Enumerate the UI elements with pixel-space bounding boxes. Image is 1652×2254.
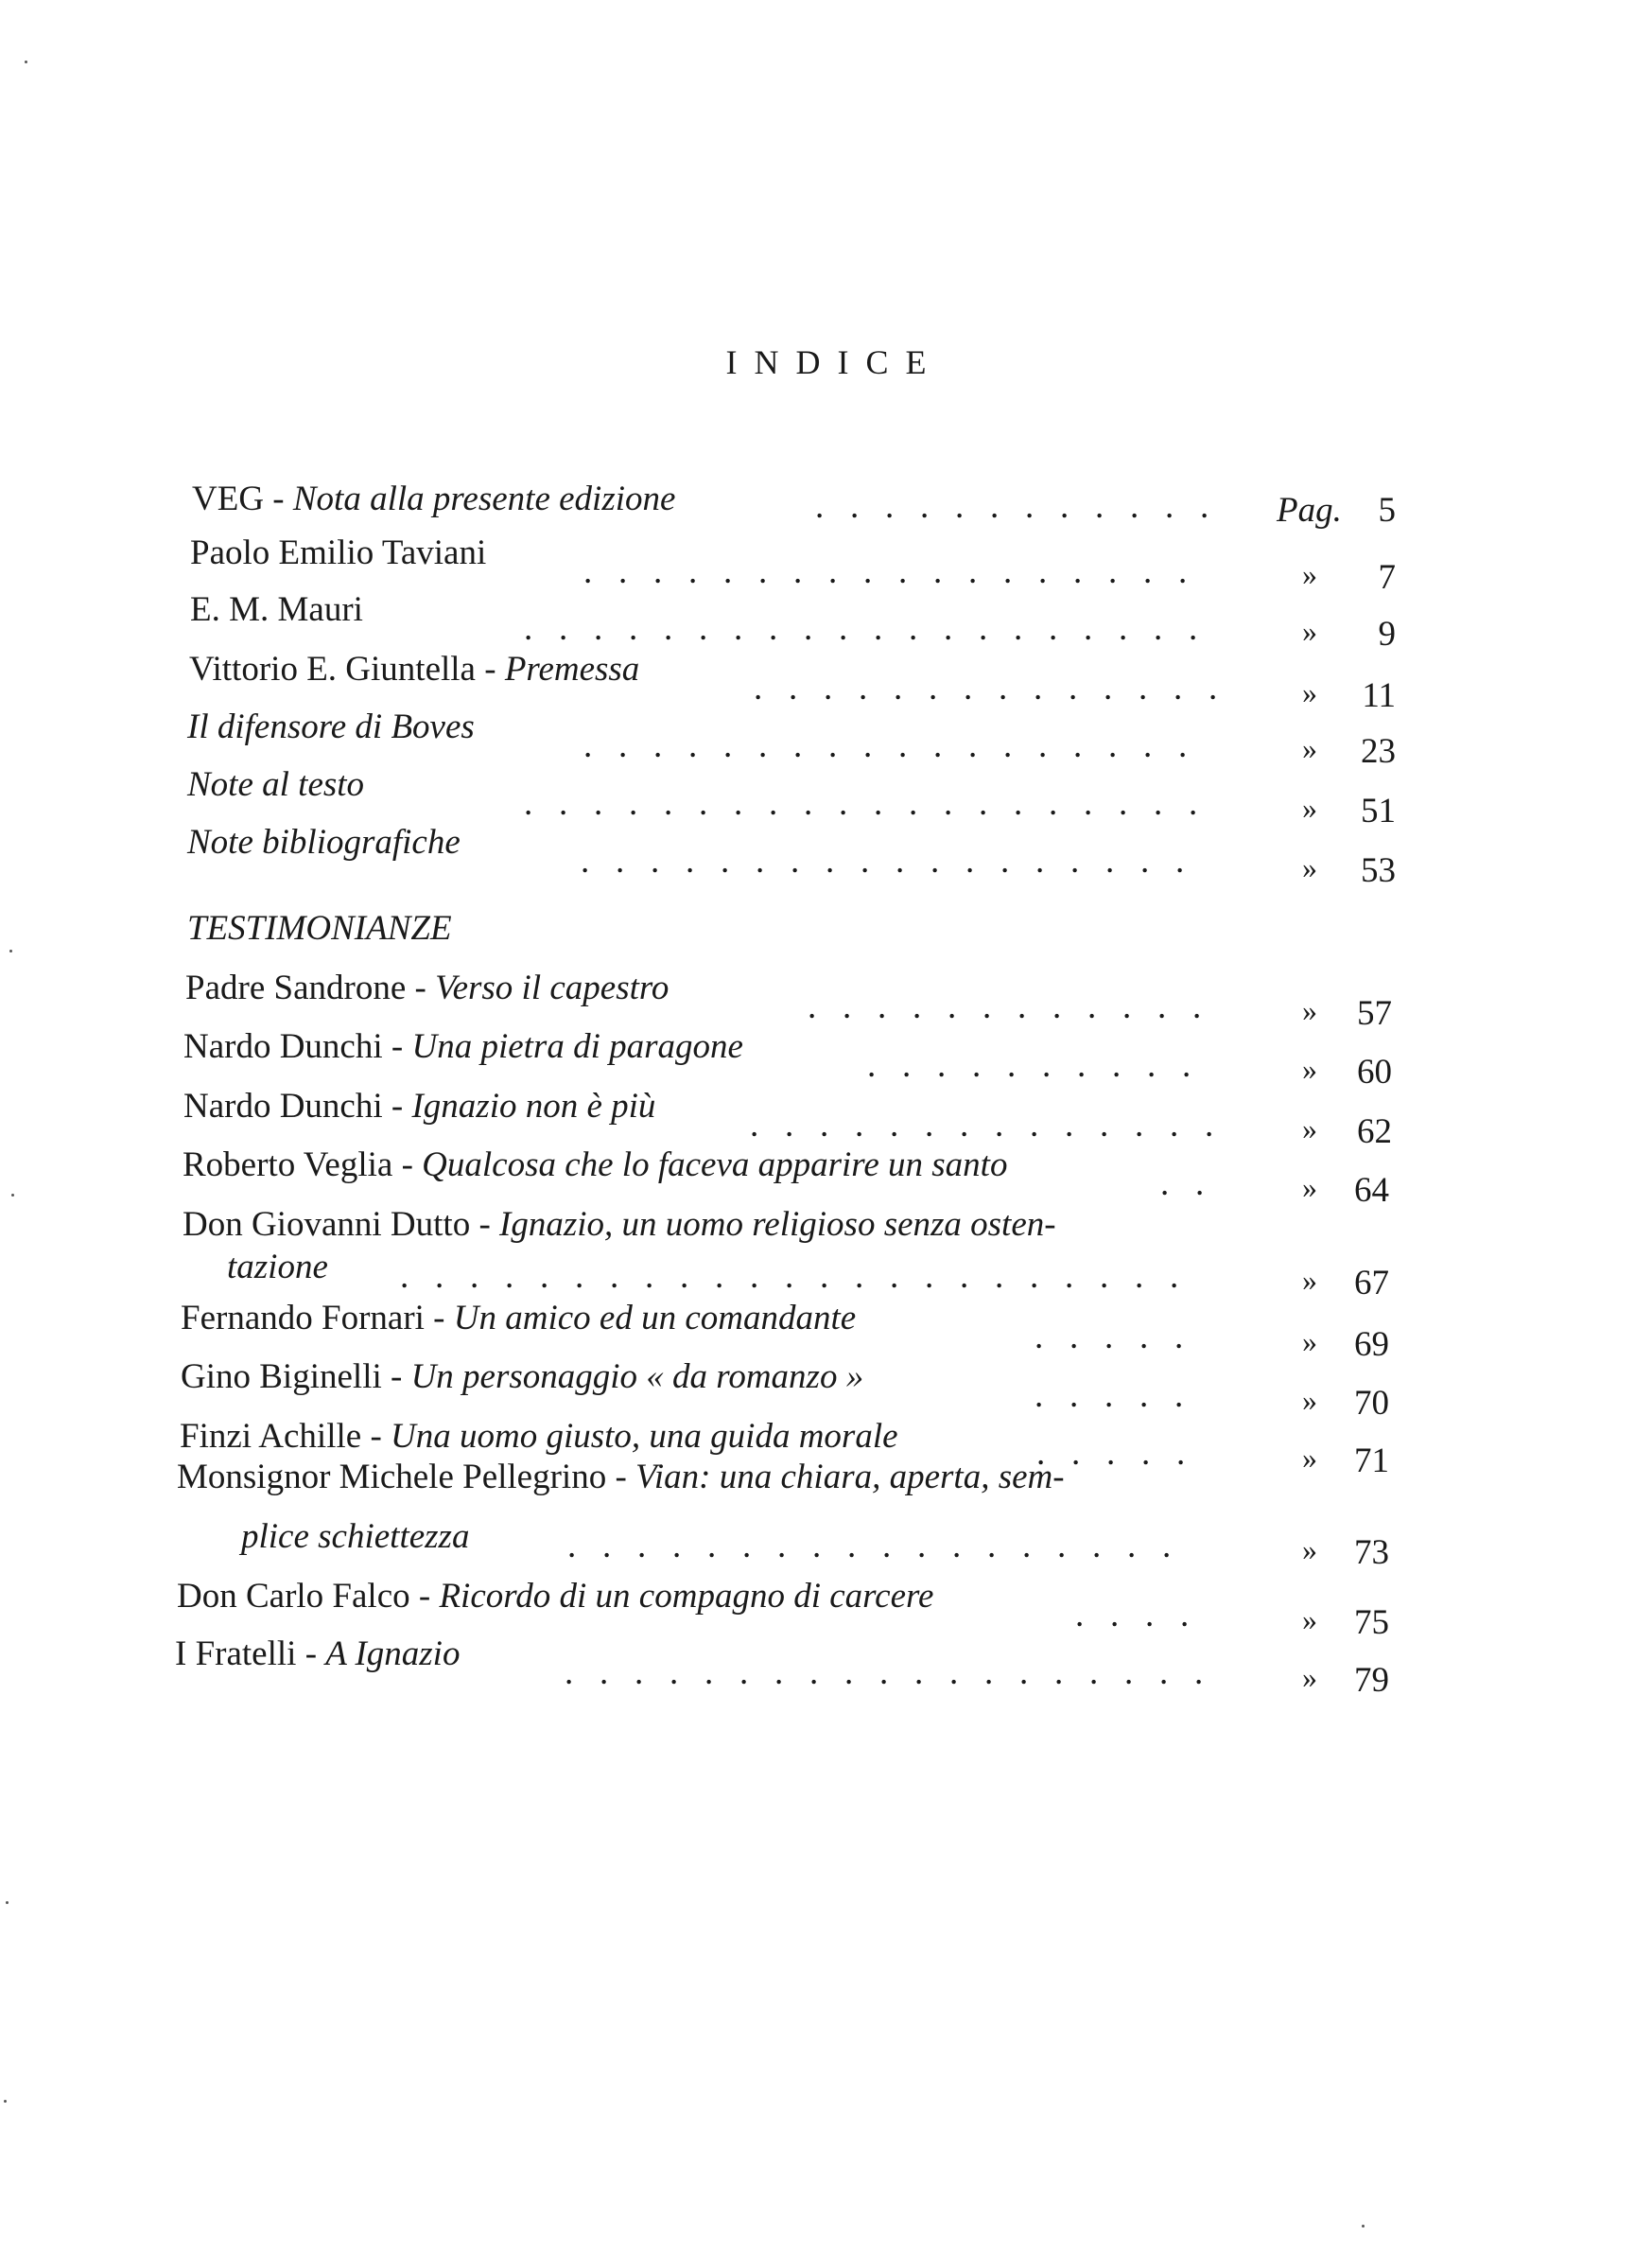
entry-title: Qualcosa che lo faceva apparire un santo [422,1145,1008,1184]
leader-dots: . . . . . . . . . . . . . . . . . . . . [524,784,1198,823]
scan-speck [25,61,27,63]
toc-entry: I Fratelli - A Ignazio . . . . . . . . . . . . . . . . . . . » 79 [175,1634,1389,1700]
leader-dots: . . [1160,1164,1205,1203]
toc-entry [0,533,1652,597]
toc-entry [0,589,1652,654]
entry-title: Nota alla presente edizione [292,480,676,518]
toc-entry: Don Giovanni Dutto - Ignazio, un uomo religioso senza osten- tazione . . . . . . . . . . . . . . . . . . . . . . . » 67 [183,1205,1389,1302]
scan-speck [9,950,12,952]
entry-title-continuation: tazione [227,1248,328,1286]
page-number: 5 [1378,491,1396,530]
page-number: 9 [1378,615,1396,654]
page-number: 70 [1354,1384,1389,1423]
ditto-mark: » [1302,1441,1317,1475]
entry-author: Monsignor Michele Pellegrino [177,1458,607,1496]
toc-entry: Monsignor Michele Pellegrino - Vian: una chiara, aperta, sem- plice schiettezza . . . . . . . . . . . . . . . . . . » 73 [177,1458,1389,1572]
entry-author: Nardo Dunchi [183,1087,383,1126]
page-number: 7 [1378,558,1396,597]
page-number: 53 [1361,851,1396,890]
ditto-mark: » [1302,791,1317,825]
ditto-mark: » [1302,1660,1317,1694]
toc-entry: VEG - Nota alla presente edizione . . . . . . . . . . . . Pag. 5 [192,480,1396,530]
entry-author: Gino Biginelli [181,1357,382,1396]
leader-dots: . . . . . . . . . . . . . . . . . . . . . . . [400,1257,1179,1296]
entry-author: Fernando Fornari [181,1299,425,1337]
leader-dots: . . . . . [1035,1376,1184,1415]
ditto-mark: » [1302,1324,1317,1358]
scan-speck [11,1194,14,1197]
entry-title: Note bibliografiche [187,823,461,862]
leader-dots: . . . . . . . . . . . . . . . . . . [583,726,1188,765]
toc-entry: Roberto Veglia - Qualcosa che lo faceva apparire un santo . . » 64 [183,1145,1389,1210]
ditto-mark: » [1302,1170,1317,1204]
page-number: 23 [1361,732,1396,771]
leader-dots: . . . . . . . . . . . . . . . . . . [583,552,1188,591]
entry-title: A Ignazio [325,1634,461,1673]
entry-title: Vian: una chiara, aperta, sem- [635,1458,1065,1496]
leader-dots: . . . . . . . . . . . . . . [750,1106,1214,1144]
page-number: 64 [1354,1171,1389,1210]
entry-title-continuation: plice schiettezza [241,1517,470,1556]
toc-entry: Gino Biginelli - Un personaggio « da romanzo » . . . . . » 70 [181,1357,1389,1423]
entry-title: Verso il capestro [435,969,669,1007]
toc-entry [0,707,1652,771]
page-number: 11 [1362,676,1396,715]
toc-entry: Nardo Dunchi - Una pietra di paragone . . . . . . . . . . » 60 [183,1027,1392,1092]
page-number: 60 [1357,1053,1392,1092]
page-number: 79 [1354,1661,1389,1700]
entry-author: VEG [192,480,265,518]
leader-dots: . . . . . . . . . . . . [808,987,1202,1026]
entry-title: Un personaggio « da romanzo » [410,1357,864,1396]
scan-speck [1362,2225,1365,2228]
entry-author: Don Carlo Falco [177,1577,410,1616]
ditto-mark: » [1302,993,1317,1027]
toc-entry: Fernando Fornari - Un amico ed un comandante . . . . . » 69 [181,1299,1389,1364]
page-number: 67 [1354,1264,1389,1302]
entry-title: Una pietra di paragone [411,1027,743,1066]
entry-title: Ignazio, un uomo religioso senza osten- [499,1205,1056,1244]
leader-dots: . . . . . . . . . . . . . . . . . . [581,842,1185,881]
toc-entry: Padre Sandrone - Verso il capestro . . . . . . . . . . . . » 57 [185,969,1392,1033]
entry-author: E. M. Mauri [190,590,363,629]
entry-title: Ricordo di un compagno di carcere [439,1577,934,1616]
leader-dots: . . . . . . . . . . . . [815,487,1209,526]
page-label: Pag. [1277,491,1342,530]
entry-author: Roberto Veglia [183,1145,393,1184]
leader-dots: . . . . [1075,1596,1190,1634]
leader-dots: . . . . . [1035,1318,1184,1356]
entry-author: Finzi Achille [180,1417,362,1456]
leader-dots: . . . . . . . . . . . . . . . . . . [567,1527,1172,1565]
entry-title: Note al testo [187,765,365,804]
entry-title: Premessa [504,650,640,689]
page-number: 75 [1354,1603,1389,1642]
leader-dots: . . . . . . . . . . . . . . . . . . . . [524,609,1198,648]
leader-dots: . . . . . . . . . . . . . . [754,669,1218,708]
leader-dots: . . . . . [1036,1434,1186,1473]
ditto-mark: » [1302,1052,1317,1086]
entry-author: Paolo Emilio Taviani [190,533,487,572]
entry-author: Nardo Dunchi [183,1027,383,1066]
page-number: 73 [1354,1533,1389,1572]
ditto-mark: » [1302,614,1317,648]
entry-title: Un amico ed un comandante [453,1299,857,1337]
ditto-mark: » [1302,557,1317,591]
ditto-mark: » [1302,731,1317,765]
leader-dots: . . . . . . . . . . [867,1046,1191,1085]
toc-entry: Vittorio E. Giuntella - Premessa . . . . . . . . . . . . . . » 11 [189,650,1396,715]
ditto-mark: » [1302,850,1317,884]
entry-title: Una uomo giusto, una guida morale [391,1417,898,1456]
ditto-mark: » [1302,675,1317,709]
entry-author: Padre Sandrone [185,969,407,1007]
scan-speck [6,1901,9,1904]
page-number: 62 [1357,1112,1392,1151]
ditto-mark: » [1302,1532,1317,1566]
entry-author: Vittorio E. Giuntella [189,650,476,689]
page-number: 71 [1354,1442,1389,1480]
scan-speck [4,2100,7,2103]
ditto-mark: » [1302,1263,1317,1297]
page-number: 69 [1354,1325,1389,1364]
ditto-mark: » [1302,1383,1317,1417]
entry-author: I Fratelli [175,1634,297,1673]
entry-title: Ignazio non è più [411,1087,656,1126]
section-heading: TESTIMONIANZE [187,909,452,948]
page-number: 57 [1357,994,1392,1033]
entry-author: Don Giovanni Dutto [183,1205,471,1244]
index-title: INDICE [725,343,944,381]
ditto-mark: » [1302,1602,1317,1636]
page-number: 51 [1361,792,1396,830]
toc-entry: Nardo Dunchi - Ignazio non è più . . . . . . . . . . . . . . » 62 [183,1087,1392,1151]
toc-entry [0,822,1652,890]
toc-entry [0,764,1652,830]
leader-dots: . . . . . . . . . . . . . . . . . . . [565,1653,1204,1692]
toc-entry: Don Carlo Falco - Ricordo di un compagno di carcere . . . . » 75 [177,1577,1389,1642]
toc-entry: Finzi Achille - Una uomo giusto, una guida morale . . . . . » 71 [180,1417,1389,1480]
ditto-mark: » [1302,1111,1317,1145]
entry-title: Il difensore di Boves [187,708,475,746]
